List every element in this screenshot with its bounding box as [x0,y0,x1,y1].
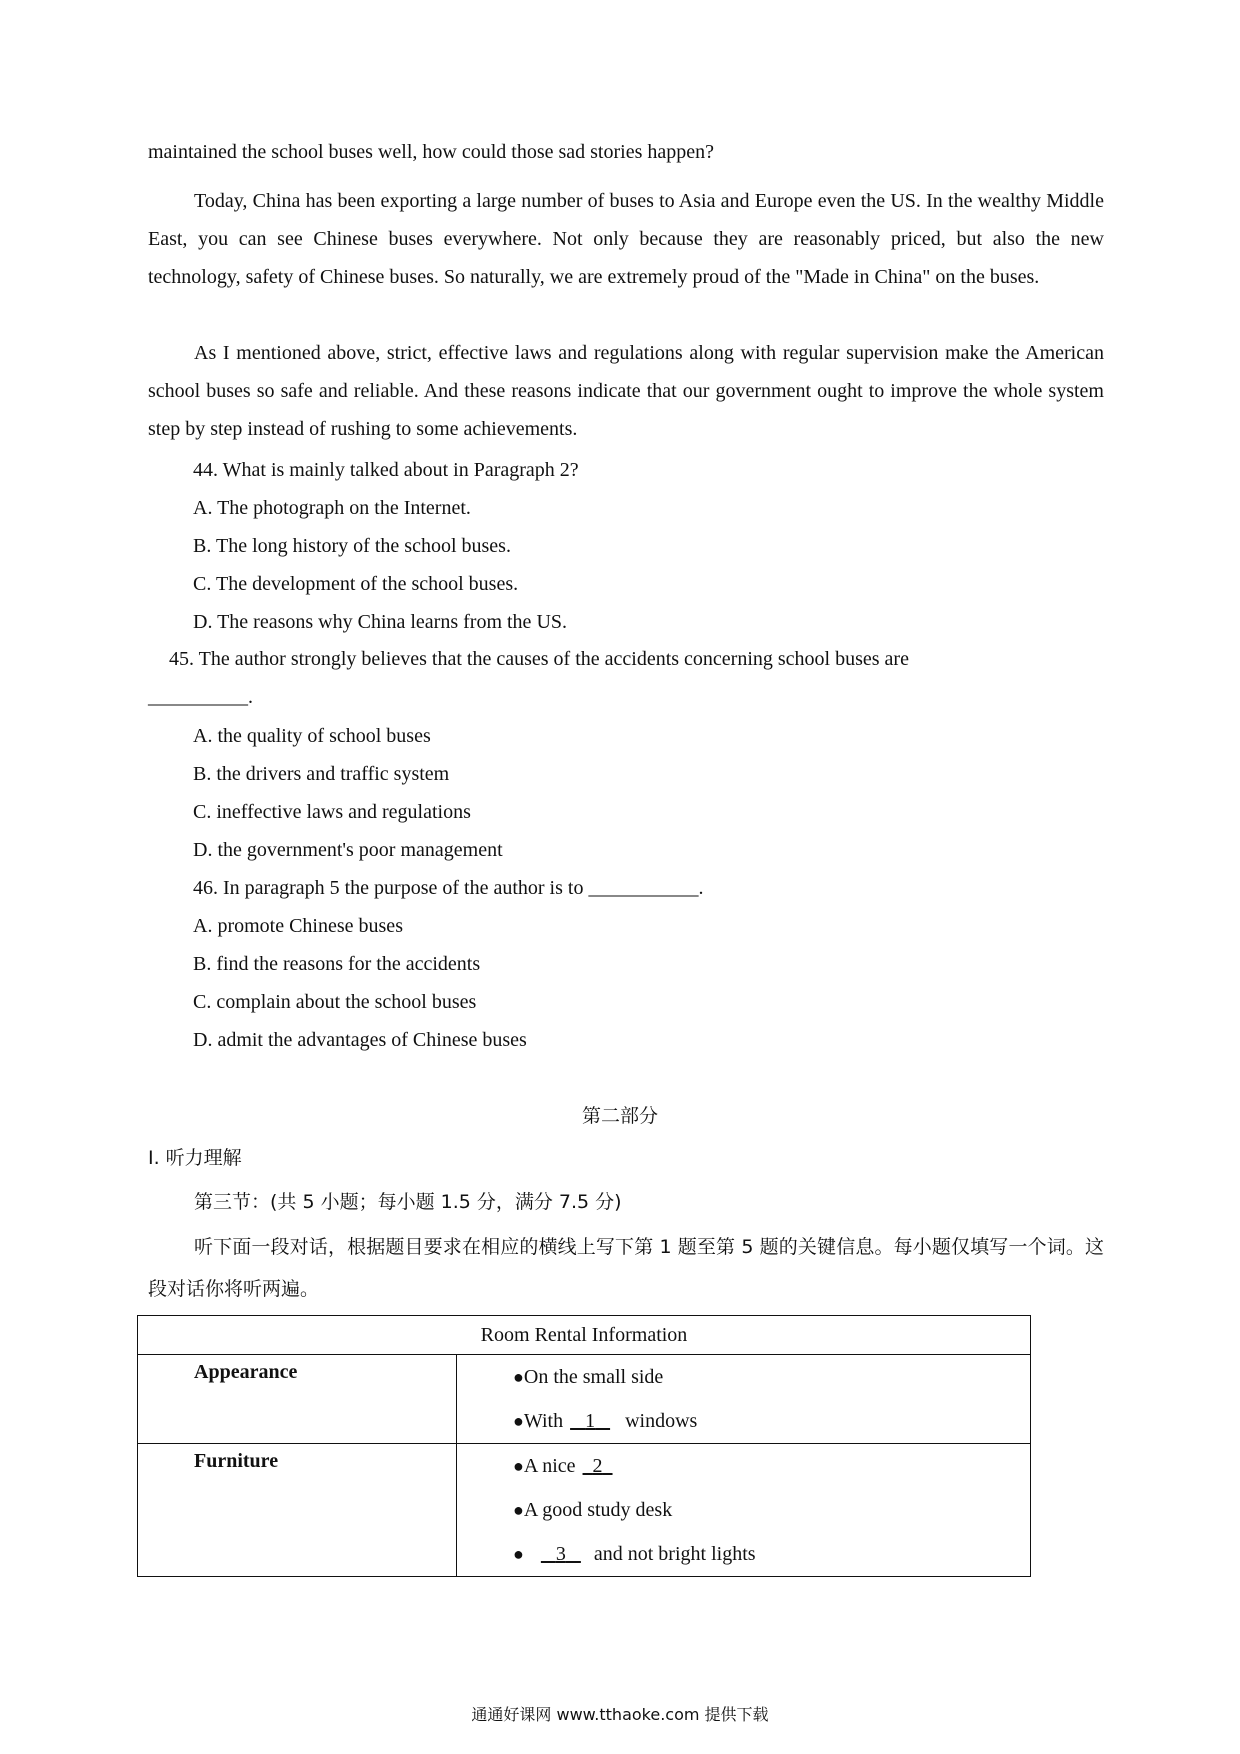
option: A. the quality of school buses [193,725,431,747]
answer-blank-2 [581,1444,615,1488]
passage-line: maintained the school buses well, how could those sad stories happen? [148,141,714,163]
answer-blank: __________. [148,686,253,708]
section-title: 第二部分 [581,1105,658,1127]
answer-blank-3 [539,1532,583,1576]
option: C. The development of the school buses. [193,573,519,595]
option: D. admit the advantages of Chinese buses [193,1029,527,1051]
list-item [513,1399,1030,1443]
row-label: Furniture [138,1444,457,1577]
passage-paragraph: As I mentioned above, strict, effective laws and regulations along with regular supervision make the American school buses so safe and reliable. And these reasons indicate that our government ought to improve the whole system step by step instead of rushing to some achievements. [148,342,1104,440]
item-text [524,1543,539,1565]
bullet-icon: ● [513,1367,524,1387]
row-items [457,1444,1031,1577]
list-item [513,1488,1030,1532]
bullet-icon: ● [513,1500,524,1520]
option: B. The long history of the school buses. [193,535,511,557]
option: B. find the reasons for the accidents [193,953,481,975]
blank-number: 1 [585,1410,596,1432]
question-stem: 44. What is mainly talked about in Paragraph 2? [193,459,579,481]
blank-number: 2 [592,1455,603,1477]
option: B. the drivers and traffic system [193,763,450,785]
table-row [138,1355,1031,1444]
row-label: Appearance [138,1355,457,1444]
passage-paragraph: Today, China has been exporting a large number of buses to Asia and Europe even the US. In the wealthy Middle East, you can see Chinese buses everywhere. Not only because they are reasonably priced, but also the new technology, safety of Chinese buses. So naturally, we are extremely proud of the "Made in China" on the buses. [148,190,1104,288]
option: A. The photograph on the Internet. [193,497,471,519]
list-item [513,1355,1030,1399]
question-stem-text: 45. The author strongly believes that the causes of the accidents concerning school buses are [169,648,909,670]
answer-blank-1 [568,1399,612,1443]
item-text: windows [620,1410,698,1432]
question-stem [148,640,1104,678]
option: A. promote Chinese buses [193,915,403,937]
subsection-heading: 第三节：(共 5 小题；每小题 1.5 分，满分 7.5 分) [194,1191,622,1213]
page-footer: 通通好课网 www.tthaoke.com 提供下载 [471,1705,769,1724]
bullet-icon: ● [513,1411,524,1431]
item-text: and not bright lights [588,1543,756,1565]
room-rental-table [137,1315,1031,1577]
listening-instruction: 听下面一段对话，根据题目要求在相应的横线上写下第 1 题至第 5 题的关键信息。每小题仅填写一个词。这段对话你将听两遍。 [148,1236,1104,1300]
option: D. The reasons why China learns from the US. [193,611,568,633]
item-text: A good study desk [523,1499,673,1521]
item-text: A nice [523,1455,581,1477]
option: D. the government's poor management [193,839,503,861]
list-item [513,1444,1030,1488]
option: C. ineffective laws and regulations [193,801,471,823]
blank-number: 3 [555,1543,566,1565]
question-stem: 46. In paragraph 5 the purpose of the author is to ___________. [193,877,704,899]
table-row [138,1444,1031,1577]
option: C. complain about the school buses [193,991,477,1013]
bullet-icon: ● [513,1456,524,1476]
item-text: On the small side [523,1366,664,1388]
bullet-icon: ● [513,1544,524,1564]
table-title: Room Rental Information [138,1316,1031,1355]
row-items [457,1355,1031,1444]
list-item [513,1532,1030,1576]
item-text: With [523,1410,569,1432]
section-heading: I. 听力理解 [148,1147,242,1169]
